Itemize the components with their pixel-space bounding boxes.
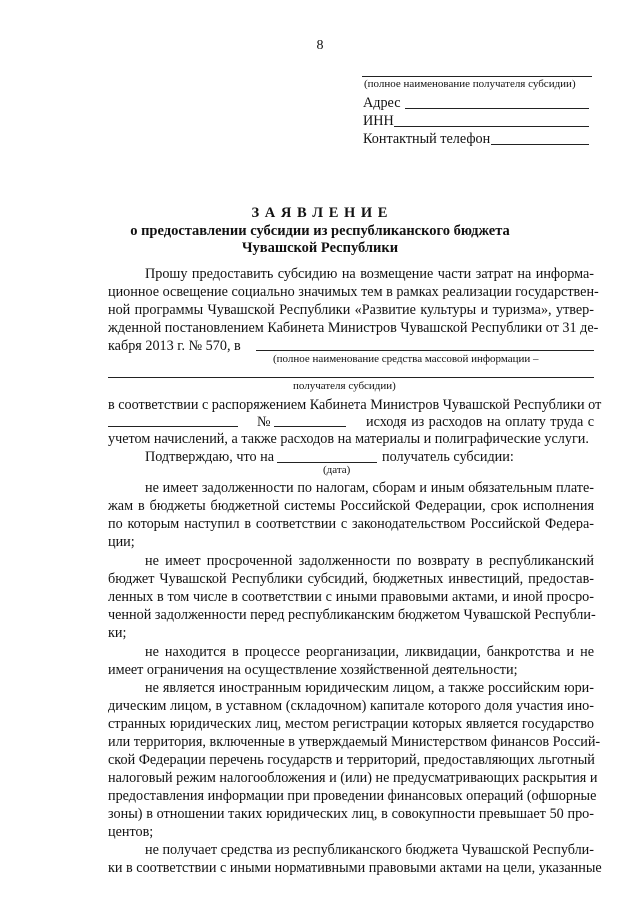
media-caption2: получателя субсидии) (293, 380, 396, 392)
c4-line2: дическим лицом, в уставном (складочном) капитале которого доля участия ино- (108, 698, 594, 714)
confirm-date-line (277, 462, 377, 463)
address-line (405, 108, 589, 109)
page-number: 8 (316, 38, 324, 53)
recipient-name-line (362, 76, 592, 77)
p1-line3: ной программы Чувашской Республики «Развитие культуры и туризма», утвер- (108, 302, 594, 318)
c2-line5: ки; (108, 625, 127, 641)
c1-line4: ции; (108, 534, 135, 550)
c2-line4: ченной задолженности перед республиканским бюджетом Чувашской Республи- (108, 607, 596, 623)
p1-line5: кабря 2013 г. № 570, в (108, 338, 241, 354)
c3-line2: имеет ограничения на осуществление хозяйственной деятельности; (108, 662, 518, 678)
c4-line5: ской Федерации перечень государств и территорий, предоставляющих льготный (108, 752, 595, 768)
media-name-line (256, 350, 594, 351)
p2-line2-rest: исходя из расходов на оплату труда с (366, 414, 594, 430)
c4-line6: налоговый режим налогообложения и (или) не предусматривающих раскрытия и (108, 770, 598, 786)
p1-line1: Прошу предоставить субсидию на возмещение части затрат на информа- (145, 266, 594, 282)
c3-line1: не находится в процессе реорганизации, ликвидации, банкротства и не (145, 644, 594, 660)
order-number-sign: № (257, 414, 271, 430)
c2-line3: ленных в том числе в соответствии с иными правовыми актами, и иной просро- (108, 589, 594, 605)
document-title: З А Я В Л Е Н И Е (251, 205, 389, 221)
recipient-caption: (полное наименование получателя субсидии) (364, 78, 576, 90)
c4-line1: не является иностранным юридическим лицом, а также российским юри- (145, 680, 594, 696)
p1-line4: жденной постановлением Кабинета Министров Чувашской Республики от 31 де- (108, 320, 599, 336)
c1-line2: жам в бюджеты бюджетной системы Российской Федерации, срок исполнения (108, 498, 594, 514)
date-caption: (дата) (323, 464, 351, 476)
c5-line2: ки в соответствии с иными нормативными правовыми актами на цели, указанные (108, 860, 602, 876)
phone-line (491, 144, 589, 145)
c2-line2: бюджет Чувашской Республики субсидий, бюджетных инвестиций, предостав- (108, 571, 594, 587)
c5-line1: не получает средства из республиканского бюджета Чувашской Республи- (145, 842, 594, 858)
document-subtitle-line1: о предоставлении субсидии из республиканского бюджета (130, 223, 510, 239)
phone-label: Контактный телефон (363, 131, 491, 147)
order-date-line (108, 426, 238, 427)
c4-line9: центов; (108, 824, 154, 840)
confirm-end: получатель субсидии: (382, 449, 514, 465)
p1-line2: ционное освещение социально значимых тем в рамках реализации государствен- (108, 284, 599, 300)
c4-line7: предоставления информации при проведении финансовых операций (офшорные (108, 788, 597, 804)
c4-line3: странных юридических лиц, местом регистрации которых является государство (108, 716, 594, 732)
order-number-line (274, 426, 346, 427)
confirm-start: Подтверждаю, что на (145, 449, 275, 465)
address-label: Адрес (363, 95, 401, 111)
inn-label: ИНН (363, 113, 394, 129)
c4-line8: зоны) в отношении таких юридических лиц, в совокупности превышает 50 про- (108, 806, 594, 822)
c2-line1: не имеет просроченной задолженности по возврату в республиканский (145, 553, 594, 569)
c1-line3: по которым наступил в соответствии с законодательством Российской Федера- (108, 516, 594, 532)
document-subtitle-line2: Чувашской Республики (241, 240, 399, 256)
media-caption: (полное наименование средства массовой информации – (273, 353, 539, 365)
media-name-line2 (108, 377, 594, 378)
p2-line3: учетом начислений, а также расходов на материалы и полиграфические услуги. (108, 431, 589, 447)
inn-line (394, 126, 589, 127)
c1-line1: не имеет задолженности по налогам, сборам и иным обязательным плате- (145, 480, 594, 496)
c4-line4: или территория, включенные в утверждаемый Министерством финансов Россий- (108, 734, 601, 750)
p2-line1: в соответствии с распоряжением Кабинета Министров Чувашской Республики от (108, 397, 602, 413)
